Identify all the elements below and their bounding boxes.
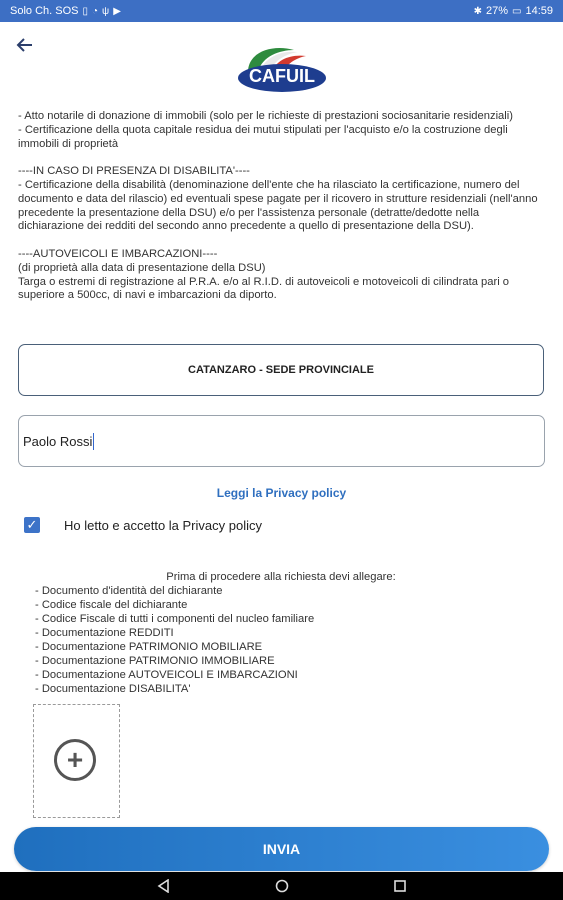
battery-level: 27% bbox=[485, 5, 509, 17]
attachment-upload-box[interactable] bbox=[33, 704, 120, 818]
submit-button[interactable] bbox=[14, 827, 549, 871]
arrow-left-icon bbox=[16, 36, 34, 54]
list-item: - Documento d'identità del dichiarante bbox=[35, 585, 223, 597]
cafuil-logo bbox=[232, 42, 332, 98]
info-line: - Certificazione della quota capitale residua dei mutui stipulati per l'acquisto e/o la costruzione degli immobili di proprietà bbox=[18, 123, 508, 150]
nav-back-icon bbox=[157, 879, 171, 893]
status-right bbox=[474, 5, 553, 17]
spacer bbox=[18, 151, 548, 165]
nav-back-button[interactable] bbox=[155, 877, 173, 895]
office-select-label: CATANZARO - SEDE PROVINCIALE bbox=[188, 364, 374, 376]
submit-label: INVIA bbox=[262, 841, 301, 857]
wifi-icon: ◔ bbox=[92, 5, 99, 17]
name-input[interactable] bbox=[18, 415, 545, 467]
list-item: - Documentazione DISABILITA' bbox=[35, 683, 191, 695]
privacy-checkbox-label[interactable]: Ho letto e accetto la Privacy policy bbox=[64, 518, 262, 533]
info-line: ----IN CASO DI PRESENZA DI DISABILITA'---- bbox=[18, 165, 250, 178]
sim-icon: ▯ bbox=[82, 5, 88, 17]
name-input-value: Paolo Rossi bbox=[23, 433, 93, 449]
check-icon: ✓ bbox=[26, 517, 38, 532]
clock: 14:59 bbox=[525, 5, 553, 17]
info-text-block bbox=[18, 110, 548, 303]
system-nav-bar bbox=[0, 872, 563, 900]
spacer bbox=[18, 234, 548, 248]
nav-recents-icon bbox=[393, 879, 407, 893]
list-item: - Documentazione AUTOVEICOLI E IMBARCAZIONI bbox=[35, 669, 298, 681]
info-line: - Certificazione della disabilità (denominazione dell'ente che ha rilasciato la certificazione, numero del documento e data del rilascio) ed eventuali spese pagate per il ricovero in strutture residenziali (nell'anno precedente la presentazione della DSU) e/o per l'assistenza personale (detratte/dedotte nella dichiarazione dei redditi del secondo anno precedente a quello di presentazione della DSU). bbox=[18, 178, 538, 233]
office-select-button[interactable] bbox=[18, 344, 544, 396]
usb-icon: ψ bbox=[102, 5, 110, 17]
carrier-label: Solo Ch. SOS bbox=[10, 5, 79, 17]
list-item: - Documentazione REDDITI bbox=[35, 627, 174, 639]
privacy-policy-link[interactable]: Leggi la Privacy policy bbox=[216, 486, 347, 500]
bluetooth-icon: ✱ bbox=[473, 5, 482, 17]
documents-list bbox=[35, 570, 535, 696]
privacy-checkbox[interactable] bbox=[24, 517, 40, 533]
plus-circle-icon: + bbox=[54, 739, 96, 781]
text-cursor bbox=[93, 433, 94, 450]
list-item: - Documentazione PATRIMONIO MOBILIARE bbox=[35, 641, 263, 653]
list-item: - Codice Fiscale di tutti i componenti del nucleo familiare bbox=[35, 613, 315, 625]
nav-recents-button[interactable] bbox=[391, 877, 409, 895]
back-button[interactable] bbox=[14, 36, 36, 58]
info-line: - Atto notarile di donazione di immobili (solo per le richieste di prestazioni sociosanitarie residenziali) bbox=[18, 110, 513, 122]
documents-heading: Prima di procedere alla richiesta devi allegare: bbox=[166, 571, 396, 583]
nav-home-icon bbox=[275, 879, 289, 893]
info-line: Targa o estremi di registrazione al P.R.A. e/o al R.I.D. di autoveicoli e motoveicoli di cilindrata pari o superiore a 500cc, di navi e imbarcazioni da diporto. bbox=[18, 275, 510, 302]
list-item: - Codice fiscale del dichiarante bbox=[35, 599, 188, 611]
logo-text: CAFUIL bbox=[249, 66, 315, 86]
nav-home-button[interactable] bbox=[273, 877, 291, 895]
status-bar bbox=[0, 0, 563, 22]
play-store-icon: ▶ bbox=[113, 5, 121, 17]
list-item: - Documentazione PATRIMONIO IMMOBILIARE bbox=[35, 655, 275, 667]
status-left bbox=[10, 5, 121, 17]
info-line: ----AUTOVEICOLI E IMBARCAZIONI---- bbox=[18, 247, 218, 260]
battery-icon: ▭ bbox=[512, 5, 522, 17]
info-line: (di proprietà alla data di presentazione della DSU) bbox=[18, 261, 266, 274]
